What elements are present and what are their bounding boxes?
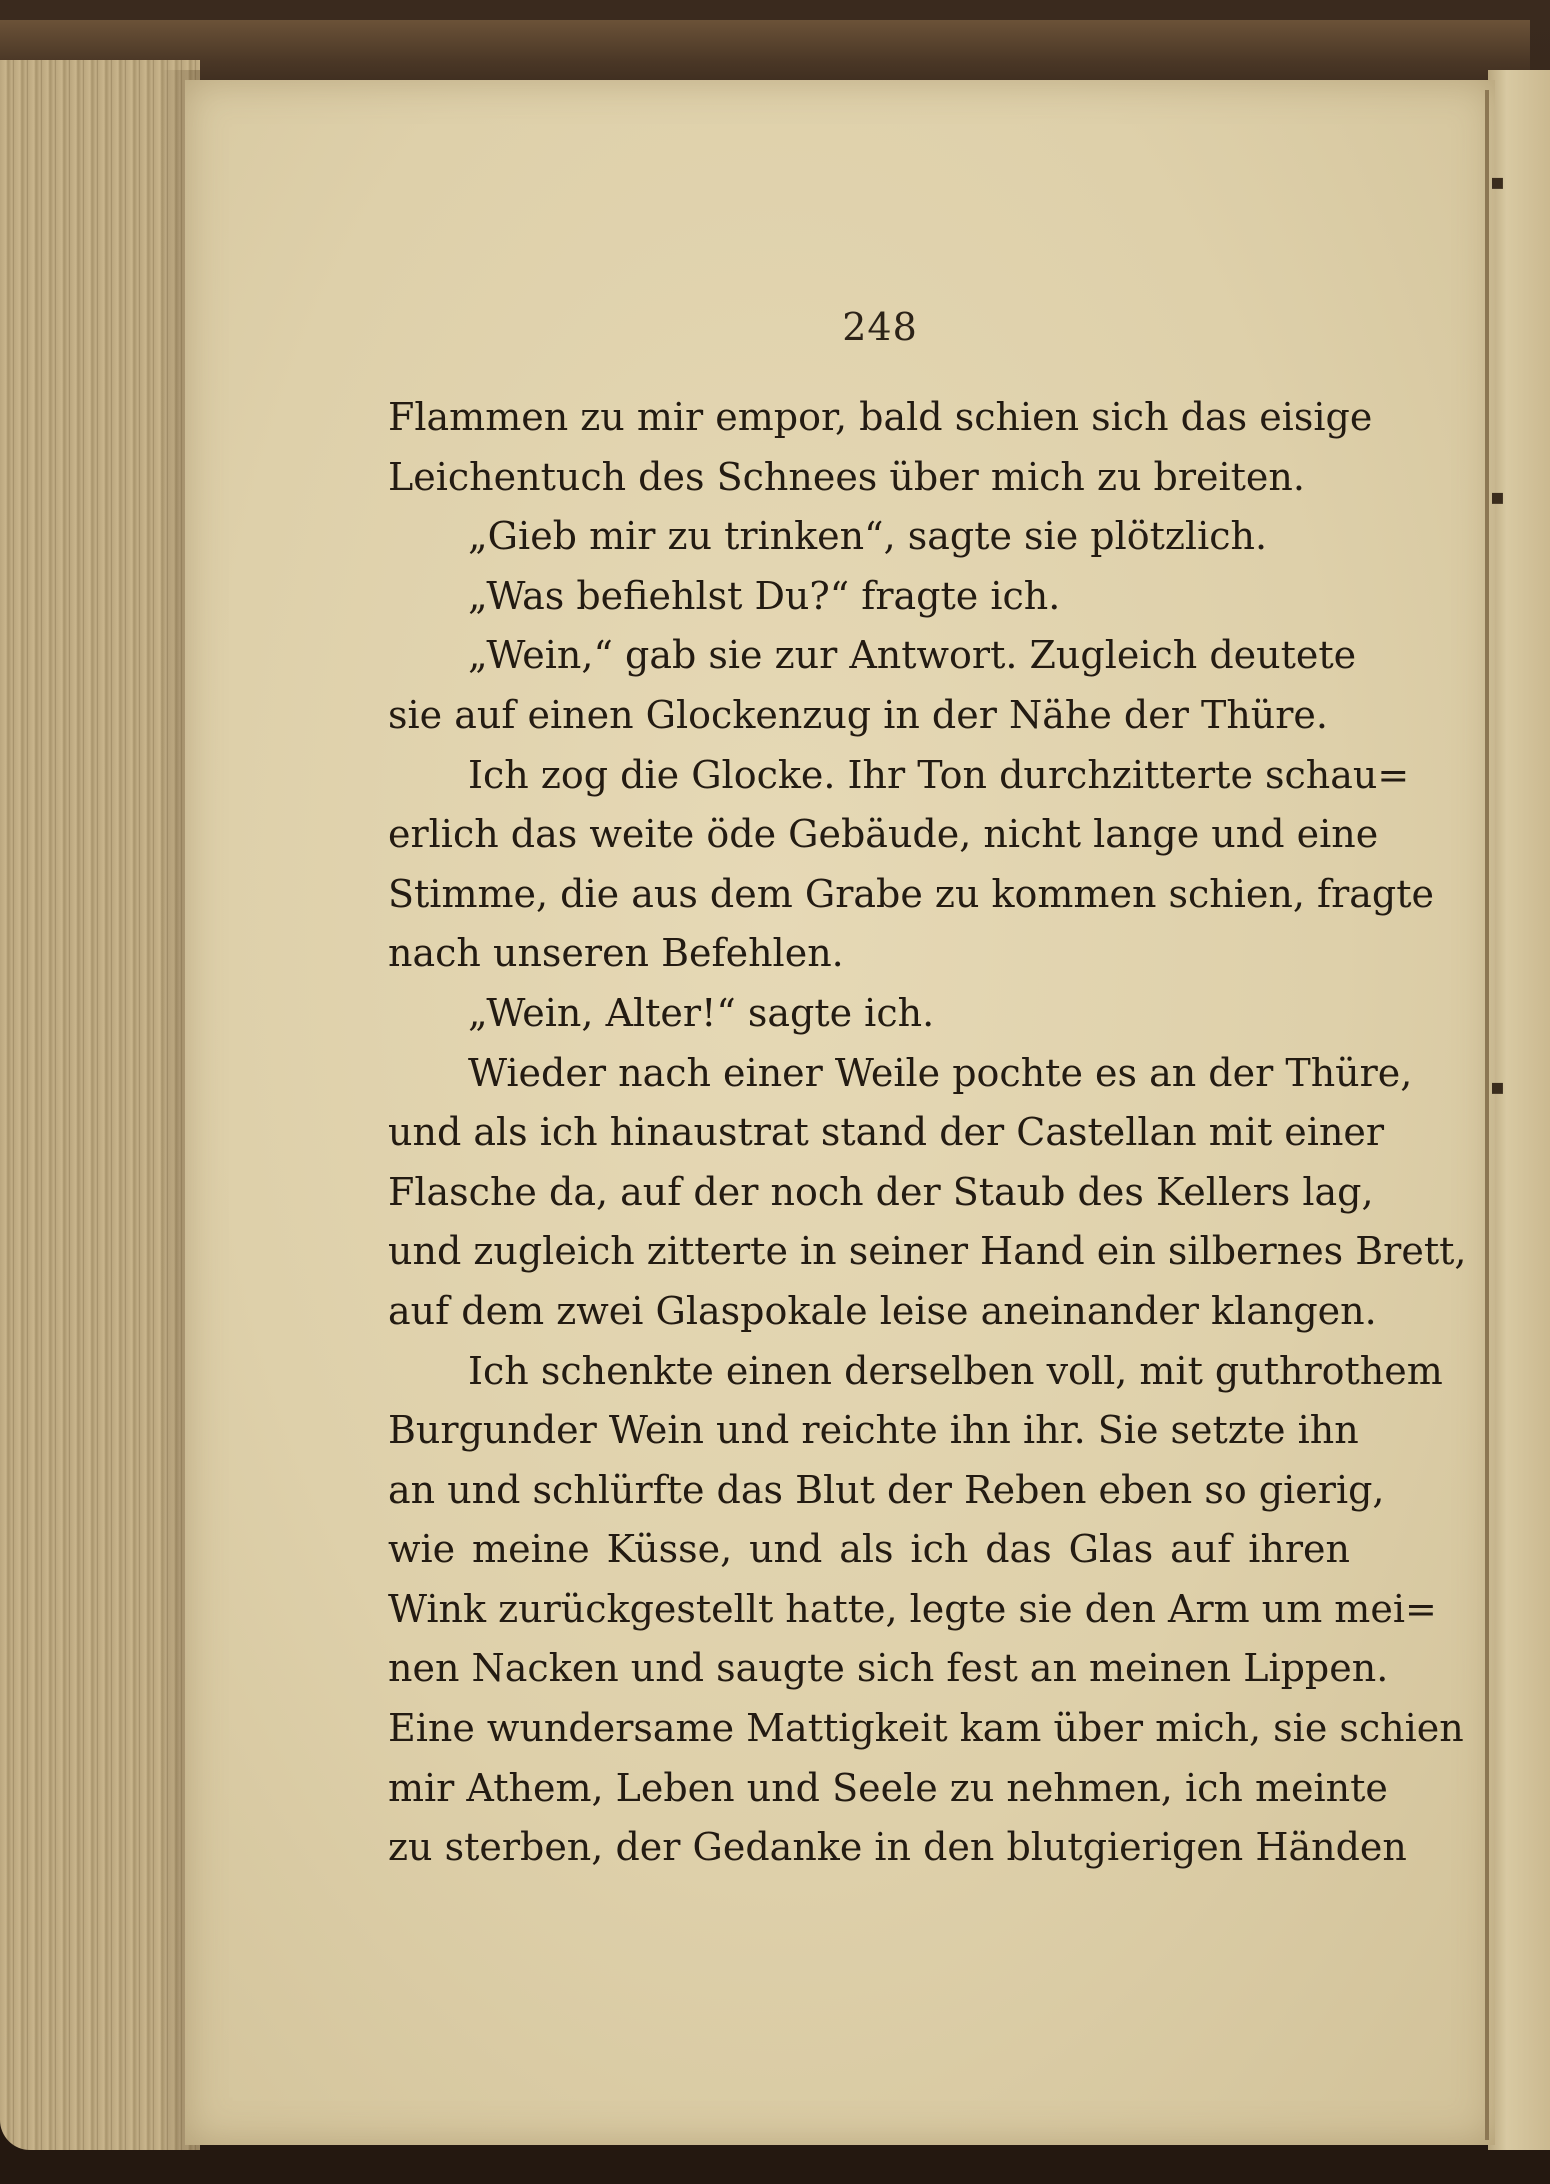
- page-gutter-line: [1485, 90, 1489, 2140]
- text-line: erlich das weite öde Gebäude, nicht lange und eine: [388, 812, 1379, 857]
- text-line: „Wein,“ gab sie zur Antwort. Zugleich deutete: [468, 633, 1357, 678]
- text-line: nen Nacken und saugte sich fest an meinen Lippen.: [388, 1646, 1389, 1691]
- text-line: „Was befiehlst Du?“ fragte ich.: [468, 573, 1061, 618]
- text-line: Leichentuch des Schnees über mich zu breiten.: [388, 454, 1305, 499]
- text-line: „Wein, Alter!“ sagte ich.: [468, 990, 935, 1035]
- text-line: wie meine Küsse, und als ich das Glas auf ihren: [388, 1527, 1350, 1572]
- text-line: Burgunder Wein und reichte ihn ihr. Sie setzte ihn: [388, 1408, 1359, 1453]
- text-line: sie auf einen Glockenzug in der Nähe der Thüre.: [388, 692, 1328, 737]
- text-line: mir Athem, Leben und Seele zu nehmen, ich meinte: [388, 1765, 1388, 1810]
- text-line: Stimme, die aus dem Grabe zu kommen schien, fragte: [388, 871, 1435, 916]
- margin-speck: ▪: [1490, 485, 1505, 510]
- text-line: Ich schenkte einen derselben voll, mit guthrothem: [468, 1348, 1443, 1393]
- page-text: [388, 388, 1467, 1878]
- next-page-edge: [1488, 70, 1550, 2150]
- text-line: nach unseren Befehlen.: [388, 931, 844, 976]
- text-line: auf dem zwei Glaspokale leise aneinander klangen.: [388, 1288, 1377, 1333]
- text-line: Eine wundersame Mattigkeit kam über mich, sie schien: [388, 1706, 1464, 1751]
- text-line: Ich zog die Glocke. Ihr Ton durchzitterte schau=: [468, 752, 1410, 797]
- text-line: „Gieb mir zu trinken“, sagte sie plötzlich.: [468, 514, 1268, 559]
- text-line: und als ich hinaustrat stand der Castellan mit einer: [388, 1110, 1385, 1155]
- text-line: Wink zurückgestellt hatte, legte sie den Arm um mei=: [388, 1586, 1437, 1631]
- text-line: Flasche da, auf der noch der Staub des Kellers lag,: [388, 1169, 1374, 1214]
- text-line: und zugleich zitterte in seiner Hand ein silbernes Brett,: [388, 1229, 1467, 1274]
- text-line: Wieder nach einer Weile pochte es an der Thüre,: [468, 1050, 1413, 1095]
- text-line: zu sterben, der Gedanke in den blutgierigen Händen: [388, 1825, 1407, 1870]
- page-number: 248: [842, 305, 918, 349]
- text-line: an und schlürfte das Blut der Reben eben so gierig,: [388, 1467, 1385, 1512]
- margin-speck: ▪: [1490, 1075, 1505, 1100]
- margin-speck: ▪: [1490, 170, 1505, 195]
- text-line: Flammen zu mir empor, bald schien sich das eisige: [388, 395, 1373, 439]
